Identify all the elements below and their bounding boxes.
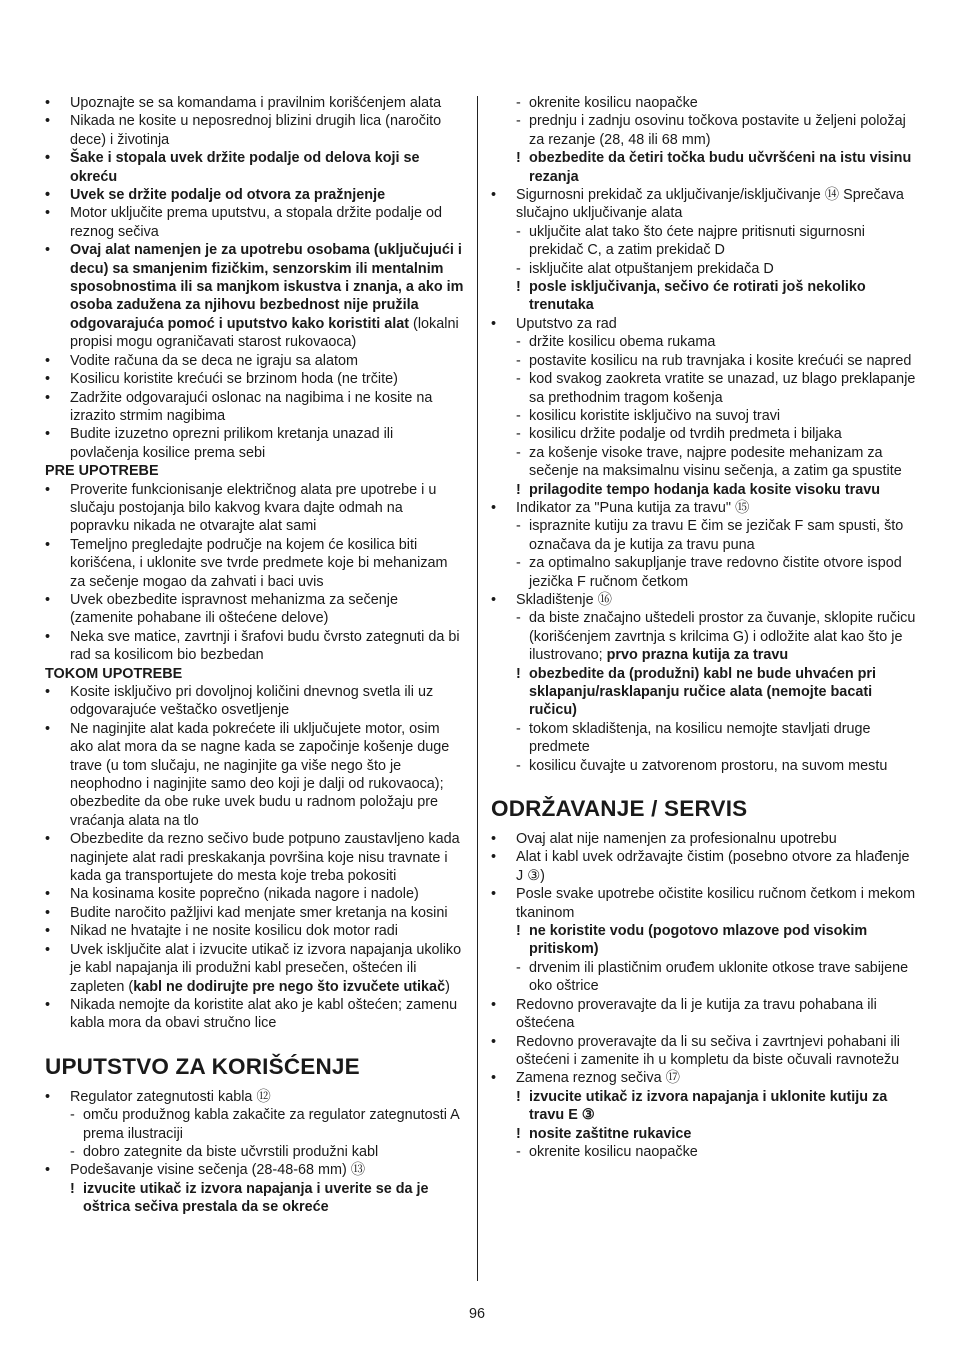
list-item: • Budite naročito pažljivi kad menjate smer kretanja na kosini [45, 904, 465, 922]
list-item: • Vodite računa da se deca ne igraju sa alatom [45, 352, 465, 370]
list-item: • Nikada nemojte da koristite alat ako je kabl oštećen; zamenu kabla mora da obavi stručno lice [45, 996, 465, 1033]
list-subitem: - uključite alat tako što ćete najpre pritisnuti sigurnosni prekidač C, a zatim prekidač D [491, 223, 916, 260]
safety-list [45, 94, 465, 462]
section-heading-uputstvo: UPUTSTVO ZA KORIŠĆENJE [45, 1053, 360, 1079]
list-item: • Temeljno pregledajte područje na kojem će kosilica biti korišćena, i uklonite sve tvrde predmete koje bi mehanizam za sečenje mogao da zahvati i baci uvis [45, 536, 465, 591]
maintenance-list [491, 830, 916, 1161]
warning-item: ! obezbedite da (produžni) kabl ne bude uhvaćen pri sklapanju/rasklapanju ručice alata (nemojte bacati ručicu) [491, 665, 916, 720]
list-item [45, 941, 465, 996]
list-item: • Nikada ne kosite u neposrednoj blizini drugih lica (naročito dece) i životinja [45, 112, 465, 149]
list-subitem: - kod svakog zaokreta vratite se unazad, uz blago preklapanje sa prethodnim tragom košenja [491, 370, 916, 407]
list-item: • Neka sve matice, zavrtnji i šrafovi budu čvrsto zategnuti da bi rad sa kosilicom bio bezbedan [45, 628, 465, 665]
list-item: • Redovno proveravajte da li su sečiva i zavrtnjevi pohabani ili oštećeni i zamenite ih u kompletu da biste očuvali ravnotežu [491, 1033, 916, 1070]
normal-text: ) [445, 978, 450, 995]
list-item: • Nikad ne hvatajte i ne nosite kosilicu dok motor radi [45, 922, 465, 940]
usage-list-continued [491, 94, 916, 775]
list-item: • Posle svake upotrebe očistite kosilicu ručnom četkom i mekom tkaninom [491, 885, 916, 922]
list-item: • Redovno proveravajte da li je kutija za travu pohabana ili oštećena [491, 996, 916, 1033]
list-subitem [491, 609, 916, 664]
list-subitem: - kosilicu koristite isključivo na suvoj travi [491, 407, 916, 425]
bold-text: prvo prazna kutija za travu [606, 647, 789, 664]
list-item: • Ne naginjite alat kada pokrećete ili uključujete motor, osim ako alat mora da se nagne kada se započinje košenje duge trave (u tom slučaju, ne naginjite ga više nego što je neophodno i naginjite samo deo koji je dalji od rukovaoca); obezbedite da obe ruke uvek budu u radnom položaju pre vraćanja alata na tlo [45, 720, 465, 830]
bold-text: Ovaj alat namenjen je za upotrebu osobama (uključujući i decu) sa smanjenim fizičkim, senzorskim ili mentalnim sposobnostima ili sa manjkom iskustva i znanja, a ako im osoba zadužena za njihovu bezbednost nije pružila odgovarajuća pomoć i uputstvo kako koristiti alat [70, 242, 464, 332]
list-item: • Uvek se držite podalje od otvora za pražnjenje [45, 186, 465, 204]
column-divider [477, 96, 478, 1281]
list-item: • Obezbedite da rezno sečivo bude potpuno zaustavljeno kada naginjete alat radi preskakanja površina koje nisu travnate i kada ga transportujete do mesta koje treba pokositi [45, 830, 465, 885]
warning-item: ! ne koristite vodu (pogotovo mlazove pod visokim pritiskom) [491, 922, 916, 959]
list-subitem: - za košenje visoke trave, najpre podesite mehanizam za sečenje na maksimalnu visinu sečenja, a zatim ga spustite [491, 444, 916, 481]
right-column [491, 94, 916, 1161]
normal-text: (lokalni propisi mogu ograničavati starost rukovaoca) [70, 315, 459, 351]
list-subitem: - kosilicu čuvajte u zatvorenom prostoru, na suvom mestu [491, 757, 916, 775]
list-subitem: - dobro zategnite da biste učvrstili produžni kabl [45, 1143, 465, 1161]
warning-item: ! izvucite utikač iz izvora napajanja i uverite se da je oštrica sečiva prestala da se okreće [45, 1180, 465, 1217]
section-heading-odrzavanje: ODRŽAVANJE / SERVIS [491, 796, 748, 822]
warning-item: ! prilagodite tempo hodanja kada kosite visoku travu [491, 481, 916, 499]
list-item: • Skladištenje ⑯ [491, 591, 916, 609]
list-item: • Na kosinama kosite poprečno (nikada nagore i nadole) [45, 885, 465, 903]
during-use-list [45, 683, 465, 1033]
list-item: • Uputstvo za rad [491, 315, 916, 333]
list-item: • Upoznajte se sa komandama i pravilnim korišćenjem alata [45, 94, 465, 112]
list-item: • Regulator zategnutosti kabla ⑫ [45, 1088, 465, 1106]
warning-item: ! izvucite utikač iz izvora napajanja i uklonite kutiju za travu E ③ [491, 1088, 916, 1125]
bold-text: kabl ne dodirujte pre nego što izvučete utikač [133, 978, 446, 995]
normal-text: Uvek isključite alat i izvucite utikač iz izvora napajanja ukoliko je kabl napajanja ili produžni kabl presečen, oštećen ili zapleten ( [70, 941, 462, 995]
warning-item: ! nosite zaštitne rukavice [491, 1125, 916, 1143]
list-subitem: - okrenite kosilicu naopačke [491, 1143, 916, 1161]
list-subitem: - za optimalno sakupljanje trave redovno čistite otvore ispod jezička F ručnom četkom [491, 554, 916, 591]
list-item: • Šake i stopala uvek držite podalje od delova koji se okreću [45, 149, 465, 186]
normal-text: da biste značajno uštedeli prostor za čuvanje, sklopite ručicu (korišćenjem zavrtnja s krilcima G) i odložite alat kao što je ilustrovano; [529, 610, 916, 664]
list-subitem: - omču produžnog kabla zakačite za regulator zategnutosti A prema ilustraciji [45, 1106, 465, 1143]
list-item: • Ovaj alat nije namenjen za profesionalnu upotrebu [491, 830, 916, 848]
list-item: • Sigurnosni prekidač za uključivanje/isključivanje ⑭ Sprečava slučajno uključivanje alata [491, 186, 916, 223]
list-subitem: - kosilicu držite podalje od tvrdih predmeta i biljaka [491, 425, 916, 443]
list-item: • Indikator za "Puna kutija za travu" ⑮ [491, 499, 916, 517]
list-item: • Uvek obezbedite ispravnost mehanizma za sečenje (zamenite pohabane ili oštećene delove) [45, 591, 465, 628]
list-item: • Budite izuzetno oprezni prilikom kretanja unazad ili povlačenja kosilice prema sebi [45, 425, 465, 462]
list-subitem: - prednju i zadnju osovinu točkova postavite u željeni položaj za rezanje (28, 48 ili 68 mm) [491, 112, 916, 149]
section-subheading-tokom-upotrebe: TOKOM UPOTREBE [45, 665, 183, 682]
list-item: • Kosilicu koristite krećući se brzinom hoda (ne trčite) [45, 370, 465, 388]
list-subitem: - isključite alat otpuštanjem prekidača D [491, 260, 916, 278]
pre-use-list [45, 481, 465, 665]
list-subitem: - tokom skladištenja, na kosilicu nemojte stavljati druge predmete [491, 720, 916, 757]
list-item: • Zadržite odgovarajući oslonac na nagibima i ne kosite na izrazito strmim nagibima [45, 389, 465, 426]
list-subitem: - okrenite kosilicu naopačke [491, 94, 916, 112]
list-item: • Motor uključite prema uputstvu, a stopala držite podalje od reznog sečiva [45, 204, 465, 241]
list-item: • Proverite funkcionisanje električnog alata pre upotrebe i u slučaju postojanja bilo kakvog kvara dajte odmah na popravku nikada ne otvarajte alat sami [45, 481, 465, 536]
warning-item: ! obezbedite da četiri točka budu učvršćeni na istu visinu rezanja [491, 149, 916, 186]
list-subitem: - ispraznite kutiju za travu E čim se jezičak F sam spusti, što označava da je kutija za travu puna [491, 517, 916, 554]
page-number: 96 [468, 1306, 485, 1322]
list-item: • Kosite isključivo pri dovoljnoj količini dnevnog svetla ili uz odgovarajuće veštačko osvetljenje [45, 683, 465, 720]
list-item: • Alat i kabl uvek održavajte čistim (posebno otvore za hlađenje J ③) [491, 848, 916, 885]
list-subitem: - postavite kosilicu na rub travnjaka i kosite krećući se napred [491, 352, 916, 370]
list-item: • Zamena reznog sečiva ⑰ [491, 1069, 916, 1087]
list-subitem: - drvenim ili plastičnim oruđem uklonite otkose trave sabijene oko oštrice [491, 959, 916, 996]
section-subheading-pre-upotrebe: PRE UPOTREBE [45, 463, 159, 480]
usage-list [45, 1088, 465, 1217]
warning-item: ! posle isključivanja, sečivo će rotirati još nekoliko trenutaka [491, 278, 916, 315]
list-subitem: - držite kosilicu obema rukama [491, 333, 916, 351]
list-item [45, 241, 465, 351]
list-item: • Podešavanje visine sečenja (28-48-68 mm) ⑬ [45, 1161, 465, 1179]
left-column [45, 94, 465, 1217]
